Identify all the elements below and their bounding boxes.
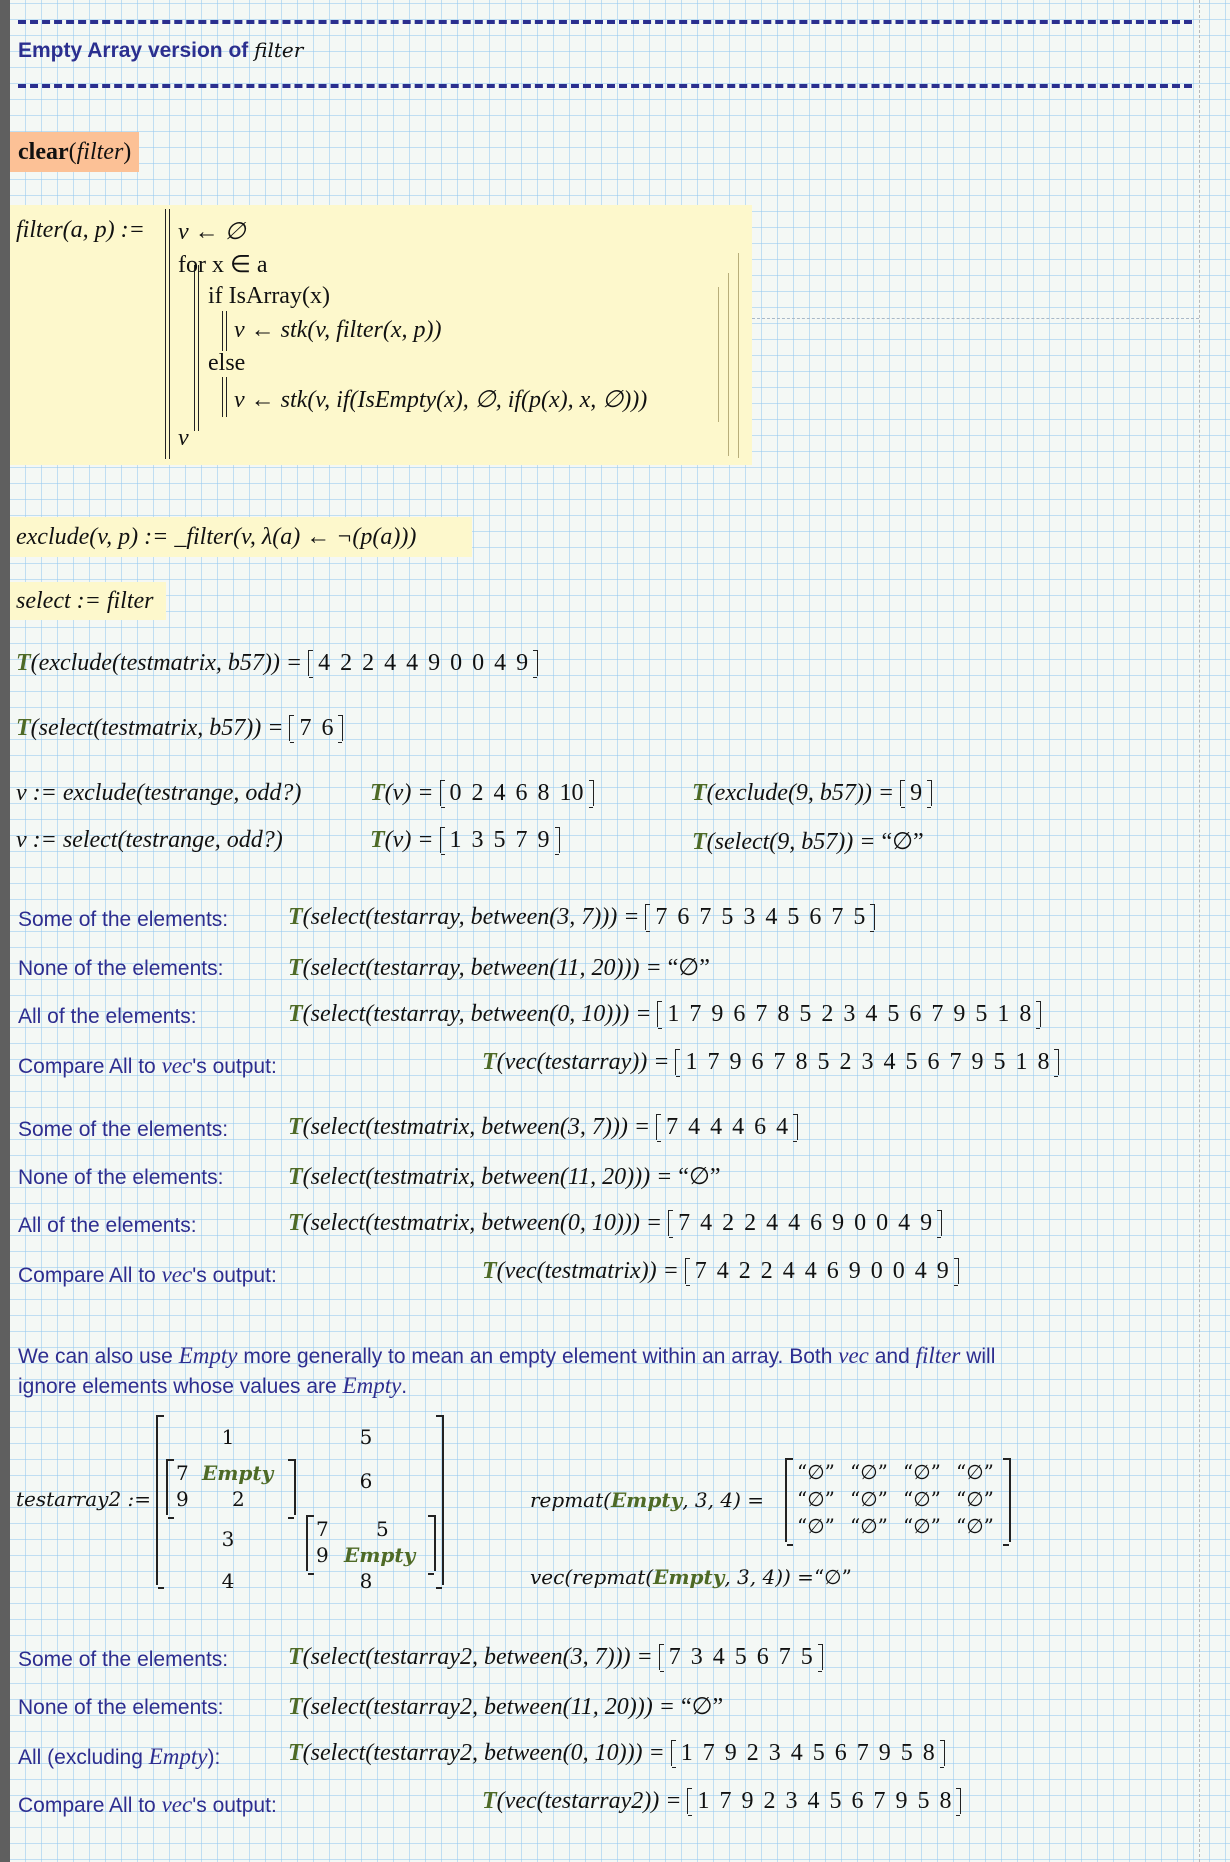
result-vec-testmatrix[interactable]: T(vec(testmatrix)) = 7 4 2 2 4 4 6 9 0 0 4 9: [482, 1258, 959, 1285]
result-v-select[interactable]: T(v) = 1 3 5 7 9: [370, 827, 560, 854]
result-vector: 7 4 2 2 4 4 6 9 0 0 4 9: [685, 1258, 959, 1284]
result-exclude-scalar[interactable]: T(exclude(9, b57)) = 9: [692, 780, 932, 807]
section-heading[interactable]: Empty Array version of filter: [18, 38, 304, 62]
region-edge-bar: [728, 273, 729, 456]
assign-select-testrange[interactable]: v := select(testrange, odd?): [16, 827, 283, 853]
label-none: None of the elements:: [18, 957, 224, 980]
result-testarray2-none[interactable]: T(select(testarray2, between(11, 20))) = “∅”: [288, 1694, 724, 1720]
left-margin-bar: [0, 0, 10, 1862]
label-compare: Compare All to vec's output:: [18, 1053, 277, 1078]
result-testarray-some[interactable]: T(select(testarray, between(3, 7))) = 7 6 7 5 3 4 5 6 7 5: [288, 904, 875, 931]
label-some: Some of the elements:: [18, 908, 229, 931]
result-select-scalar[interactable]: T(select(9, b57)) = “∅”: [692, 829, 924, 855]
nested-matrix-1: 7 Empty 9 2: [166, 1459, 296, 1515]
prog-line-return: v: [178, 425, 189, 451]
label-compare: Compare All to vec's output:: [18, 1262, 277, 1287]
note-line-2[interactable]: ignore elements whose values are Empty.: [18, 1373, 408, 1398]
exclude-definition[interactable]: exclude(v, p) := _filter(v, λ(a) ← ¬(p(a))): [10, 517, 472, 557]
result-vector: 1 7 9 6 7 8 5 2 3 4 5 6 7 9 5 1 8: [657, 1001, 1041, 1027]
result-vector: 7 6: [289, 715, 343, 741]
result-vector: 1 7 9 2 3 4 5 6 7 9 5 8: [671, 1740, 945, 1766]
repmat-result-matrix: “∅” “∅” “∅” “∅” “∅” “∅” “∅” “∅” “∅” “∅” “∅” “∅”: [785, 1458, 1011, 1542]
result-vector: 4 2 2 4 4 9 0 0 4 9: [308, 650, 538, 676]
label-some: Some of the elements:: [18, 1648, 229, 1671]
result-testmatrix-some[interactable]: T(select(testmatrix, between(3, 7))) = 7 4 4 4 6 4: [288, 1114, 798, 1141]
prog-line-stk-array: v ← stk(v, filter(x, p)): [234, 317, 442, 343]
result-vector: 7 6 7 5 3 4 5 6 7 5: [645, 904, 875, 930]
filter-lhs: filter(a, p) :=: [16, 217, 145, 243]
prog-line-init: v ← ∅: [178, 219, 246, 245]
program-bar-if: [222, 311, 227, 351]
result-vector: 1 7 9 6 7 8 5 2 3 4 5 6 7 9 5 1 8: [675, 1049, 1059, 1075]
testarray2-lhs[interactable]: testarray2 :=: [16, 1487, 152, 1511]
label-all: All of the elements:: [18, 1005, 197, 1028]
result-v-exclude[interactable]: T(v) = 0 2 4 6 8 10: [370, 780, 594, 807]
region-edge-bar: [718, 287, 719, 422]
prog-line-for: for x ∈ a: [178, 252, 268, 278]
result-vector: 1 7 9 2 3 4 5 6 7 9 5 8: [687, 1788, 961, 1814]
result-vector: 7 4 2 2 4 4 6 9 0 0 4 9: [668, 1210, 942, 1236]
testarray2-matrix[interactable]: 1 7 Empty 9 2 3 4 5 6 7 5 9 Empty 8: [156, 1415, 444, 1585]
program-bar-outer: [165, 209, 170, 459]
label-all-excluding-empty: All (excluding Empty):: [18, 1744, 221, 1769]
result-select-testmatrix[interactable]: T(select(testmatrix, b57)) = 7 6: [16, 715, 343, 742]
select-definition[interactable]: select := filter: [10, 582, 166, 620]
result-vector: 0 2 4 6 8 10: [440, 780, 594, 806]
vec-repmat-expr[interactable]: vec(repmat(Empty, 3, 4)) =“∅”: [530, 1565, 852, 1589]
clear-region[interactable]: clear(filter): [10, 132, 139, 172]
page-boundary-vertical: [1199, 0, 1200, 1862]
region-edge-bar: [738, 253, 739, 458]
nested-matrix-2: 7 5 9 Empty: [306, 1515, 436, 1571]
prog-line-else: else: [208, 350, 246, 376]
result-exclude-testmatrix[interactable]: T(exclude(testmatrix, b57)) = 4 2 2 4 4 9 0 0 4 9: [16, 650, 538, 677]
result-vector: 7 3 4 5 6 7 5: [659, 1644, 823, 1670]
result-testmatrix-all[interactable]: T(select(testmatrix, between(0, 10))) = 7 4 2 2 4 4 6 9 0 0 4 9: [288, 1210, 942, 1237]
repmat-expr[interactable]: repmat(Empty, 3, 4) =: [530, 1488, 764, 1512]
filter-definition-region[interactable]: [10, 205, 752, 465]
note-line-1[interactable]: We can also use Empty more generally to mean an empty element within an array. Both vec and filter will: [18, 1343, 996, 1368]
program-bar-else: [222, 377, 227, 417]
result-testarray2-some[interactable]: T(select(testarray2, between(3, 7))) = 7 3 4 5 6 7 5: [288, 1644, 823, 1671]
label-some: Some of the elements:: [18, 1118, 229, 1141]
result-vec-testarray2[interactable]: T(vec(testarray2)) = 1 7 9 2 3 4 5 6 7 9 5 8: [482, 1788, 961, 1815]
result-testarray2-all[interactable]: T(select(testarray2, between(0, 10))) = 1 7 9 2 3 4 5 6 7 9 5 8: [288, 1740, 945, 1767]
result-testarray-all[interactable]: T(select(testarray, between(0, 10))) = 1 7 9 6 7 8 5 2 3 4 5 6 7 9 5 1 8: [288, 1001, 1041, 1028]
result-testmatrix-none[interactable]: T(select(testmatrix, between(11, 20))) = “∅”: [288, 1164, 721, 1190]
heading-rule-bottom: [18, 84, 1192, 88]
label-none: None of the elements:: [18, 1696, 224, 1719]
label-none: None of the elements:: [18, 1166, 224, 1189]
label-compare: Compare All to vec's output:: [18, 1792, 277, 1817]
label-all: All of the elements:: [18, 1214, 197, 1237]
prog-line-stk-scalar: v ← stk(v, if(IsEmpty(x), ∅, if(p(x), x, ∅))): [234, 387, 648, 413]
page-break-horizontal: [752, 318, 1199, 319]
program-bar-loop: [194, 265, 199, 431]
prog-line-if: if IsArray(x): [208, 283, 330, 309]
result-vector: 1 3 5 7 9: [440, 827, 560, 853]
result-vector: 9: [900, 780, 932, 806]
result-vec-testarray[interactable]: T(vec(testarray)) = 1 7 9 6 7 8 5 2 3 4 5 6 7 9 5 1 8: [482, 1049, 1059, 1076]
result-testarray-none[interactable]: T(select(testarray, between(11, 20))) = “∅”: [288, 955, 710, 981]
result-vector: 7 4 4 4 6 4: [656, 1114, 798, 1140]
assign-exclude-testrange[interactable]: v := exclude(testrange, odd?): [16, 780, 302, 806]
heading-rule-top: [18, 20, 1192, 24]
